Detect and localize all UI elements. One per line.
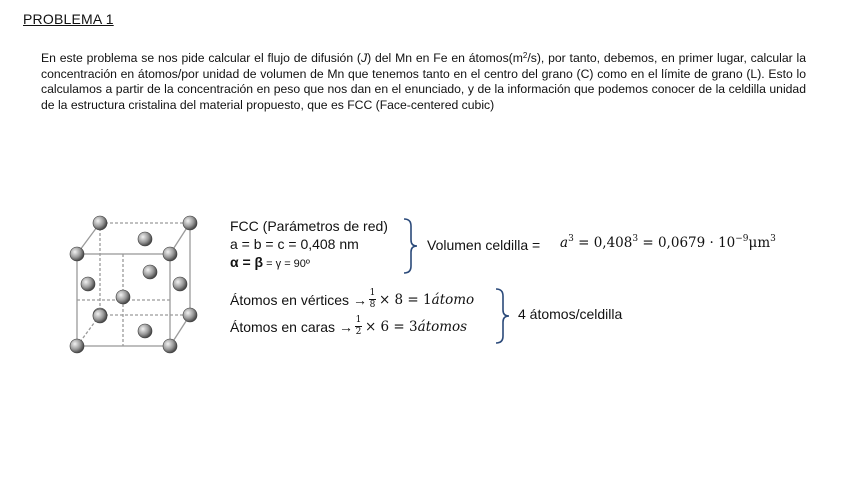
vertex-atoms-row: Átomos en vértices → $\frac{1}{8}$ × 8 = 1 átomo — [230, 288, 475, 310]
atom-face — [93, 309, 107, 323]
atom-corner — [163, 247, 177, 261]
params-heading: FCC (Parámetros de red) — [230, 218, 388, 234]
right-brace-params — [402, 218, 422, 274]
lattice-parameters — [230, 217, 388, 273]
right-brace-atoms — [494, 288, 514, 344]
atom-face — [81, 277, 95, 291]
atom-corner — [163, 339, 177, 353]
face-atoms-row: Átomos en caras → $\frac{1}{2}$ × 6 = 3 átomos — [230, 315, 468, 337]
atom-corner — [183, 216, 197, 230]
atom-face — [173, 277, 187, 291]
page-title: PROBLEMA 1 — [23, 11, 114, 27]
fcc-unit-cell-illustration — [60, 205, 210, 360]
atoms-count — [230, 286, 474, 340]
atom-face — [116, 290, 130, 304]
atom-face — [138, 324, 152, 338]
atom-corner — [93, 216, 107, 230]
fraction-one-half: $\frac{1}{2}$ — [355, 315, 362, 337]
lattice-constant: a = b = c = 0,408 nm — [230, 236, 359, 252]
fraction-one-eighth: $\frac{1}{8}$ — [369, 288, 376, 310]
intro-paragraph: En este problema se nos pide calcular el flujo de difusión (J) del Mn en Fe en $átomos(m^2/s)$, por tanto, debemos, en primer lugar, calcular la concentración en átomos/por unidad de volumen de Mn que tenemos tanto en el centro del grano (C) como en el límite de grano (L). Esto lo calculamos a partir de la concentración en peso que nos dan en el enunciado, y de la información que podemos conocer de la celdilla unidad de la estructura cristalina del material propuesto, que es FCC (Face-centered cubic) — [41, 51, 806, 112]
atom-face — [143, 265, 157, 279]
atom-corner — [70, 247, 84, 261]
arrow-icon: → — [338, 318, 353, 335]
arrow-icon: → — [352, 291, 367, 308]
volume-label: Volumen celdilla = — [427, 237, 541, 253]
atom-corner — [70, 339, 84, 353]
atoms-per-cell: 4 átomos/celdilla — [518, 306, 623, 322]
atom-corner — [183, 308, 197, 322]
volume-equation: $a^3 = 0,408^3 = 0,0679 \cdot 10^{-9}\mu m^3$ — [560, 234, 776, 251]
atom-face — [138, 232, 152, 246]
lattice-angles: α = β = γ = 90º — [230, 254, 310, 270]
